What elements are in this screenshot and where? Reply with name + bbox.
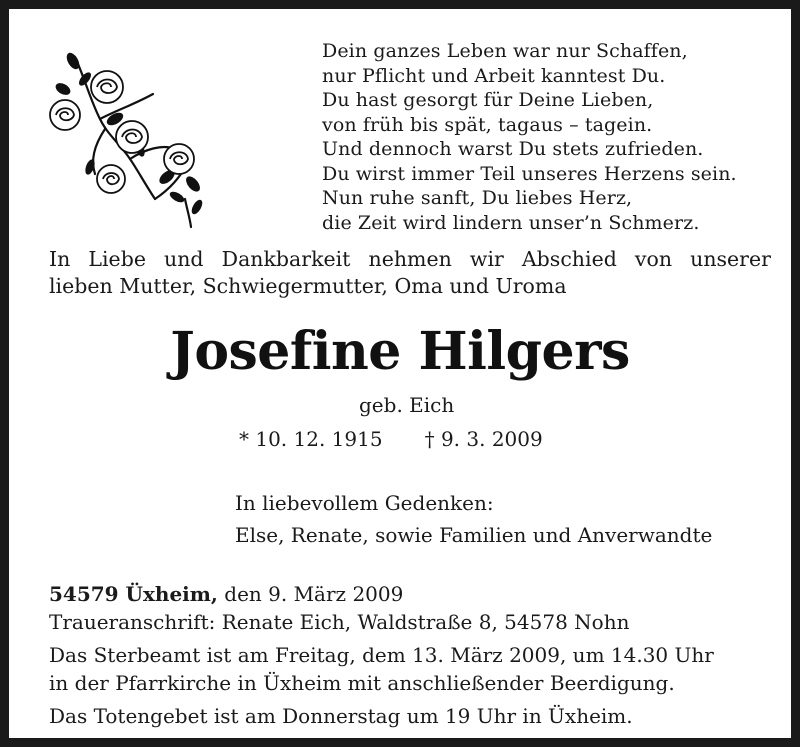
maiden-name: geb. Eich	[359, 393, 455, 417]
intro-line-1	[49, 246, 771, 273]
poem	[322, 39, 792, 235]
memory-heading: In liebevollem Gedenken:	[235, 491, 494, 515]
roses-icon	[45, 49, 215, 229]
intro-word: In	[49, 247, 71, 271]
footer-info	[49, 581, 779, 731]
poem-line: von früh bis spät, tagaus – tagein.	[322, 113, 653, 136]
service-line-1: Das Sterbeamt ist am Freitag, dem 13. März 2009, um 14.30 Uhr	[49, 643, 714, 667]
intro-word: Abschied	[521, 247, 617, 271]
poem-line: Dein ganzes Leben war nur Schaffen,	[322, 40, 688, 62]
birth-date: * 10. 12. 1915	[239, 427, 383, 451]
prayer-line: Das Totengebet ist am Donnerstag um 19 Uhr in Üxheim.	[49, 704, 633, 728]
intro-word: Liebe	[88, 247, 146, 271]
poem-line: Du hast gesorgt für Deine Lieben,	[322, 89, 654, 111]
service-line-2: in der Pfarrkirche in Üxheim mit anschließender Beerdigung.	[49, 670, 675, 695]
poem-line: die Zeit wird lindern unser’n Schmerz.	[322, 211, 700, 234]
intro-word: von	[634, 247, 673, 271]
life-dates	[239, 427, 543, 451]
place-date-line	[49, 581, 779, 609]
poem-line: nur Pflicht und Arbeit kanntest Du.	[322, 64, 666, 87]
mourning-address: Traueranschrift: Renate Eich, Waldstraße 8, 54578 Nohn	[49, 609, 630, 634]
poem-line: Nun ruhe sanft, Du liebes Herz,	[322, 187, 633, 209]
deceased-name: Josefine Hilgers	[170, 321, 630, 382]
intro-line-2: lieben Mutter, Schwiegermutter, Oma und Uroma	[49, 274, 567, 298]
intro-word: unserer	[690, 247, 771, 271]
death-date: † 9. 3. 2009	[424, 427, 543, 451]
place: 54579 Üxheim,	[49, 582, 218, 606]
memory-block	[235, 487, 712, 551]
poem-line: Du wirst immer Teil unseres Herzens sein.	[322, 162, 737, 185]
intro-word: nehmen	[368, 247, 452, 271]
intro-word: und	[164, 247, 204, 271]
intro-word: Dankbarkeit	[221, 247, 351, 271]
intro-word: wir	[469, 247, 504, 271]
date: den 9. März 2009	[217, 582, 404, 606]
mourners: Else, Renate, sowie Familien und Anverwandte	[235, 523, 713, 547]
poem-line: Und dennoch warst Du stets zufrieden.	[322, 138, 704, 160]
farewell-intro	[49, 246, 771, 300]
